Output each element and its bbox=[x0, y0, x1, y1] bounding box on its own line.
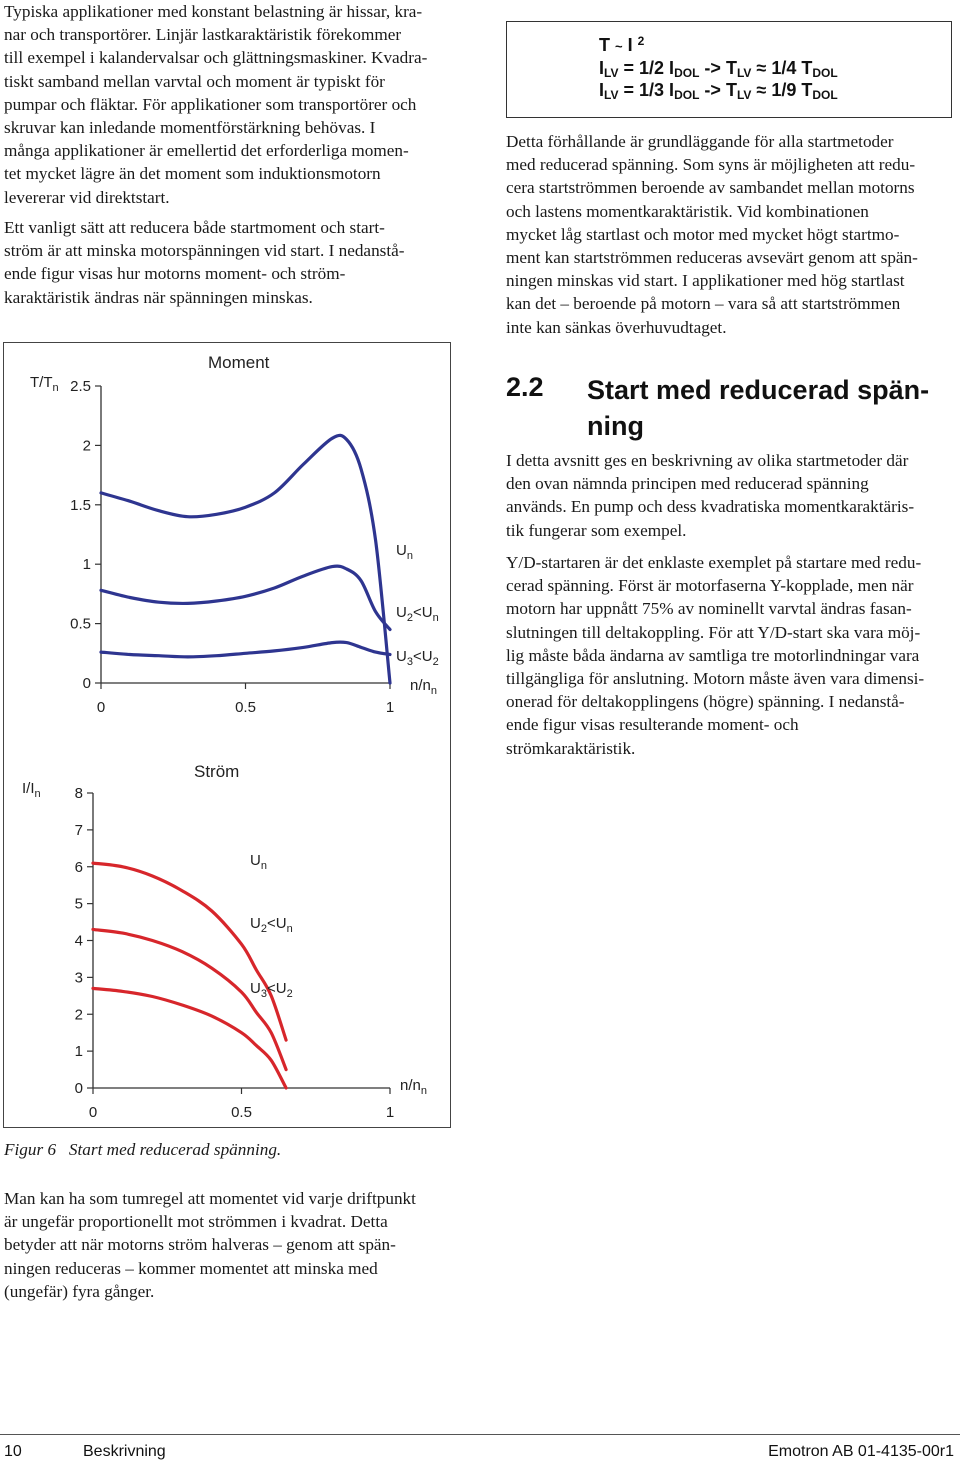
formula-line-1: T ~ I $^2$ bbox=[599, 34, 645, 55]
y-tick-label: 6 bbox=[74, 858, 83, 876]
torque-chart bbox=[30, 353, 439, 716]
x-axis-label: $n/n_n$ bbox=[410, 677, 437, 697]
formula-line-3: $I_{LV} = 1/3$ $I_{DOL} -> T_{LV} \approx 1/9$ $T_{DOL}$ bbox=[599, 80, 838, 102]
y-tick-label: 2.5 bbox=[70, 378, 91, 395]
series-label: $U_3<U_2$ bbox=[396, 648, 439, 668]
figure-caption: Figur 6 Start med reducerad spänning. bbox=[4, 1140, 282, 1159]
y-tick-label: 2 bbox=[82, 437, 91, 455]
x-tick-label: 1 bbox=[385, 1104, 395, 1121]
body-paragraph: Detta förhållande är grundläggande för alla startmetoder med reducerad spänning. Som syns är möjligheten att redu- cera startströmmen beroende av sambandet mellan motorns och lastens momentkaraktäristik. Vid kombinationen mycket låg startlast och motor med mycket högt startmo- ment kan startströmmen reduceras avsevärt genom att spän- ningen minskas vid start. I applikationer med hög startlast kan det – beroende på motorn – vara så att startströmmen inte kan sänkas överhuvudtaget. bbox=[506, 132, 918, 337]
x-tick-label: 0.5 bbox=[231, 1104, 252, 1121]
body-paragraph: Ett vanligt sätt att reducera både startmoment och start- ström är att minska motorspänningen vid start. I nedanstå- ende figur visas hur motorns moment- och ström- karaktäristik ändras när spänningen minskas. bbox=[4, 218, 405, 307]
chart-title: Moment bbox=[208, 353, 270, 372]
x-tick-label: 1 bbox=[385, 699, 395, 716]
body-paragraph: I detta avsnitt ges en beskrivning av olika startmetoder där den ovan nämnda principen med reducerad spänning används. En pump och dess kvadratiska momentkaraktäris- tik fungerar som exempel. bbox=[506, 451, 915, 540]
y-tick-label: 0 bbox=[82, 675, 91, 692]
y-axis-label: $I/I_n$ bbox=[22, 780, 41, 800]
series-line bbox=[101, 642, 390, 657]
formula-line-2: $I_{LV} = 1/2$ $I_{DOL} -> T_{LV} \approx 1/4$ $T_{DOL}$ bbox=[599, 58, 838, 80]
y-tick-label: 1.5 bbox=[70, 496, 91, 514]
series-label: $U_2<U_n$ bbox=[250, 915, 293, 935]
y-tick-label: 8 bbox=[74, 785, 83, 802]
section-heading: Start med reducerad spän- ning bbox=[587, 375, 930, 441]
series-label: $U_2<U_n$ bbox=[396, 604, 439, 624]
y-tick-label: 1 bbox=[74, 1043, 83, 1061]
series-label: $U_3<U_2$ bbox=[250, 980, 293, 1000]
series-line bbox=[101, 435, 390, 683]
section-number: 2.2 bbox=[506, 372, 544, 402]
footer-document-id: Emotron AB 01-4135-00r1 bbox=[768, 1443, 954, 1460]
body-paragraph: Typiska applikationer med konstant belastning är hissar, kra- nar och transportörer. Linjär lastkaraktäristik förekommer till exempel i kalandervalsar och glättningsmaskiner. Kvadra- tiskt samband mellan varvtal och moment är typiskt för pumpar och fläktar. För applikationer som transportörer och skruvar kan inledande momentförstärkning behövas. I många applikationer är emellertid det erforderliga momen- tet mycket lägre än det moment som induktionsmotorn levererar vid direktstart. bbox=[4, 2, 428, 207]
y-tick-label: 0 bbox=[74, 1080, 83, 1097]
y-tick-label: 1 bbox=[82, 556, 91, 574]
chart-title: Ström bbox=[194, 762, 240, 781]
figure-chart bbox=[4, 343, 452, 1129]
y-tick-label: 0.5 bbox=[70, 615, 91, 633]
x-tick-label: 0.5 bbox=[235, 699, 256, 716]
y-tick-label: 4 bbox=[74, 932, 83, 950]
x-tick-label: 0 bbox=[96, 699, 106, 716]
footer-section-name: Beskrivning bbox=[83, 1443, 166, 1460]
footer-divider bbox=[0, 1434, 960, 1435]
body-paragraph: Y/D-startaren är det enklaste exemplet på startare med redu- cerad spänning. Först är motorfaserna Y-kopplade, men när motorn har uppnått 75% av nominellt varvtal ändras fasan- slutningen till deltakoppling. För att Y/D-start ska vara möj- lig måste båda ändarna av samtliga tre motorlindningar vara tillgängliga för anslutning. Motorn måste även vara dimensi- onerad för deltakopplingens (högre) spänning. I nedanstå- ende figur visas resulterande moment- och strömkaraktäristik. bbox=[506, 553, 925, 758]
series-line bbox=[93, 988, 286, 1088]
series-line bbox=[101, 566, 390, 629]
y-tick-label: 5 bbox=[74, 895, 83, 913]
series-label: $U_n$ bbox=[250, 852, 267, 872]
y-axis-label: $T/T_n$ bbox=[30, 374, 59, 394]
y-tick-label: 3 bbox=[74, 969, 83, 987]
page-number: 10 bbox=[4, 1443, 22, 1460]
x-axis-label: $n/n_n$ bbox=[400, 1077, 427, 1097]
series-line bbox=[93, 929, 286, 1069]
body-paragraph: Man kan ha som tumregel att momentet vid varje driftpunkt är ungefär proportionellt mot strömmen i kvadrat. Detta betyder att när motorns ström halveras – genom att spän- ningen reduceras – kommer momentet att minska med (ungefär) fyra gånger. bbox=[4, 1189, 416, 1301]
figure-frame bbox=[3, 342, 451, 1128]
y-tick-label: 2 bbox=[74, 1006, 83, 1024]
y-tick-label: 7 bbox=[74, 821, 83, 839]
x-tick-label: 0 bbox=[88, 1104, 98, 1121]
current-chart bbox=[22, 762, 427, 1121]
series-label: $U_n$ bbox=[396, 542, 413, 562]
formula-box bbox=[506, 21, 952, 118]
